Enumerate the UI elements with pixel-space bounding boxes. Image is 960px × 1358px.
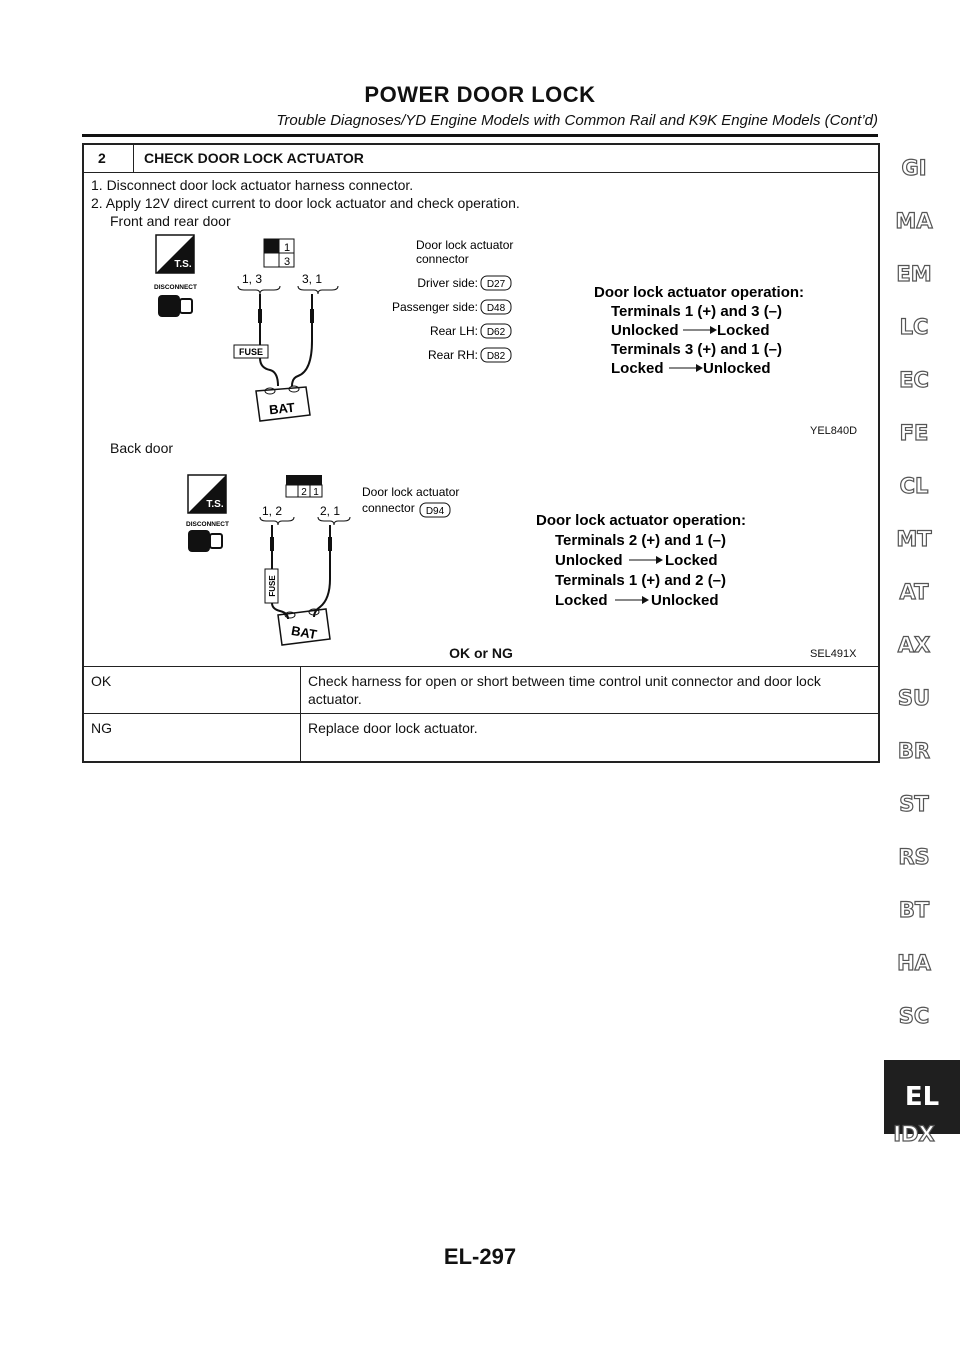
figure-code: SEL491X [810,648,857,660]
terminal-right-label: 2, 1 [320,504,341,518]
fuse-label: FUSE [238,347,264,357]
back-door-diagram [84,459,878,649]
tab-ec[interactable]: EC [899,368,929,392]
tab-su[interactable]: SU [897,686,931,710]
side-label: Rear LH: [429,324,478,338]
tab-ax[interactable]: AX [897,633,931,657]
front-rear-door-diagram [84,231,878,431]
tab-fe[interactable]: FE [899,421,929,445]
terminal-left-label: 1, 3 [242,272,263,286]
operation-title: Door lock actuator operation: [536,512,747,529]
terminal-right-label: 3, 1 [302,272,323,286]
operation-line: Locked [555,592,608,609]
tab-em[interactable]: EM [896,262,932,286]
pin-grid [286,475,322,498]
tab-at[interactable]: AT [899,580,929,604]
operation-line: Locked [665,552,718,569]
back-door-label: Back door [110,440,174,456]
ok-or-ng-question: OK or NG [449,645,513,661]
front-rear-label: Front and rear door [110,213,231,229]
side-label: Passenger side: [391,300,478,314]
side-code: D62 [486,327,506,338]
instruction-2: 2. Apply 12V direct current to door lock actuator and check operation. [91,195,520,211]
battery-icon [256,386,310,421]
side-label: Driver side: [417,276,478,290]
connector-code: D94 [425,506,445,517]
operation-line: Terminals 1 (+) and 2 (–) [555,572,727,589]
operation-line: Locked [717,322,770,339]
result-ok-action: Check harness for open or short between time control unit connector and door lock [308,673,821,689]
battery-icon [278,609,330,645]
result-ng-label: NG [91,720,112,736]
side-code: D27 [486,279,506,290]
pin-bottom: 3 [283,256,291,268]
step-divider [133,145,134,172]
disconnect-label: DISCONNECT [154,284,197,291]
pin-grid [264,239,294,268]
operation-line: Terminals 2 (+) and 1 (–) [555,532,727,549]
terminal-left-label: 1, 2 [262,504,283,518]
tab-cl[interactable]: CL [899,474,929,498]
operation-line: Unlocked [555,552,623,569]
connector-label-1: Door lock actuator [362,485,460,499]
operation-title: Door lock actuator operation: [594,284,805,301]
operation-line: Terminals 1 (+) and 3 (–) [611,303,783,320]
step-number: 2 [98,150,106,166]
ts-icon [156,235,194,273]
connector-label-1: Door lock actuator [416,238,514,252]
result-ng-action: Replace door lock actuator. [308,720,478,736]
pin-b: 1 [313,487,319,498]
row-divider [84,666,878,667]
tab-rs[interactable]: RS [898,845,930,869]
fuse-label: FUSE [268,575,277,597]
instruction-1: 1. Disconnect door lock actuator harness connector. [91,177,414,193]
ts-text: T.S. [206,499,224,510]
side-code: D82 [486,351,506,362]
pin-a: 2 [301,487,307,498]
tab-bt[interactable]: BT [898,898,930,922]
tab-mt[interactable]: MT [896,527,932,551]
tab-lc[interactable]: LC [899,315,929,339]
result-ok-label: OK [91,673,112,689]
connector-plug-icon [188,530,222,552]
ts-text: T.S. [174,259,192,270]
bat-label: BAT [290,622,319,643]
tab-gi[interactable]: GI [901,156,927,180]
operation-line: Terminals 3 (+) and 1 (–) [611,341,783,358]
step-header-row [84,145,878,173]
connector-plug-icon [158,295,192,317]
tab-ha[interactable]: HA [897,951,931,975]
operation-line: Unlocked [611,322,679,339]
disconnect-label: DISCONNECT [186,521,229,528]
side-label: Rear RH: [427,348,478,362]
tab-ma[interactable]: MA [895,209,933,233]
tab-idx[interactable]: IDX [893,1122,935,1146]
side-code: D48 [486,303,506,314]
tab-st[interactable]: ST [899,792,929,816]
tab-br[interactable]: BR [897,739,931,763]
tab-el-active[interactable]: EL [884,1060,960,1134]
result-ok-action-cont: actuator. [308,691,362,707]
page-subtitle: Trouble Diagnoses/YD Engine Models with Common Rail and K9K Engine Models (Cont’d) [276,112,878,129]
row-divider [84,713,878,714]
connector-label-2: connector [362,501,415,515]
operation-line: Locked [611,360,664,377]
page-number: EL-297 [443,1244,517,1269]
pin-top: 1 [283,242,291,254]
header-rule [82,134,878,137]
connector-label-2: connector [416,252,469,266]
tab-sc[interactable]: SC [898,1004,930,1028]
operation-line: Unlocked [651,592,719,609]
page-title: POWER DOOR LOCK [364,82,596,107]
ts-icon [188,475,226,513]
figure-code: YEL840D [810,425,858,437]
bat-label: BAT [268,399,296,418]
diagnosis-step-box [82,143,880,763]
operation-line: Unlocked [703,360,771,377]
step-title: CHECK DOOR LOCK ACTUATOR [144,150,364,166]
